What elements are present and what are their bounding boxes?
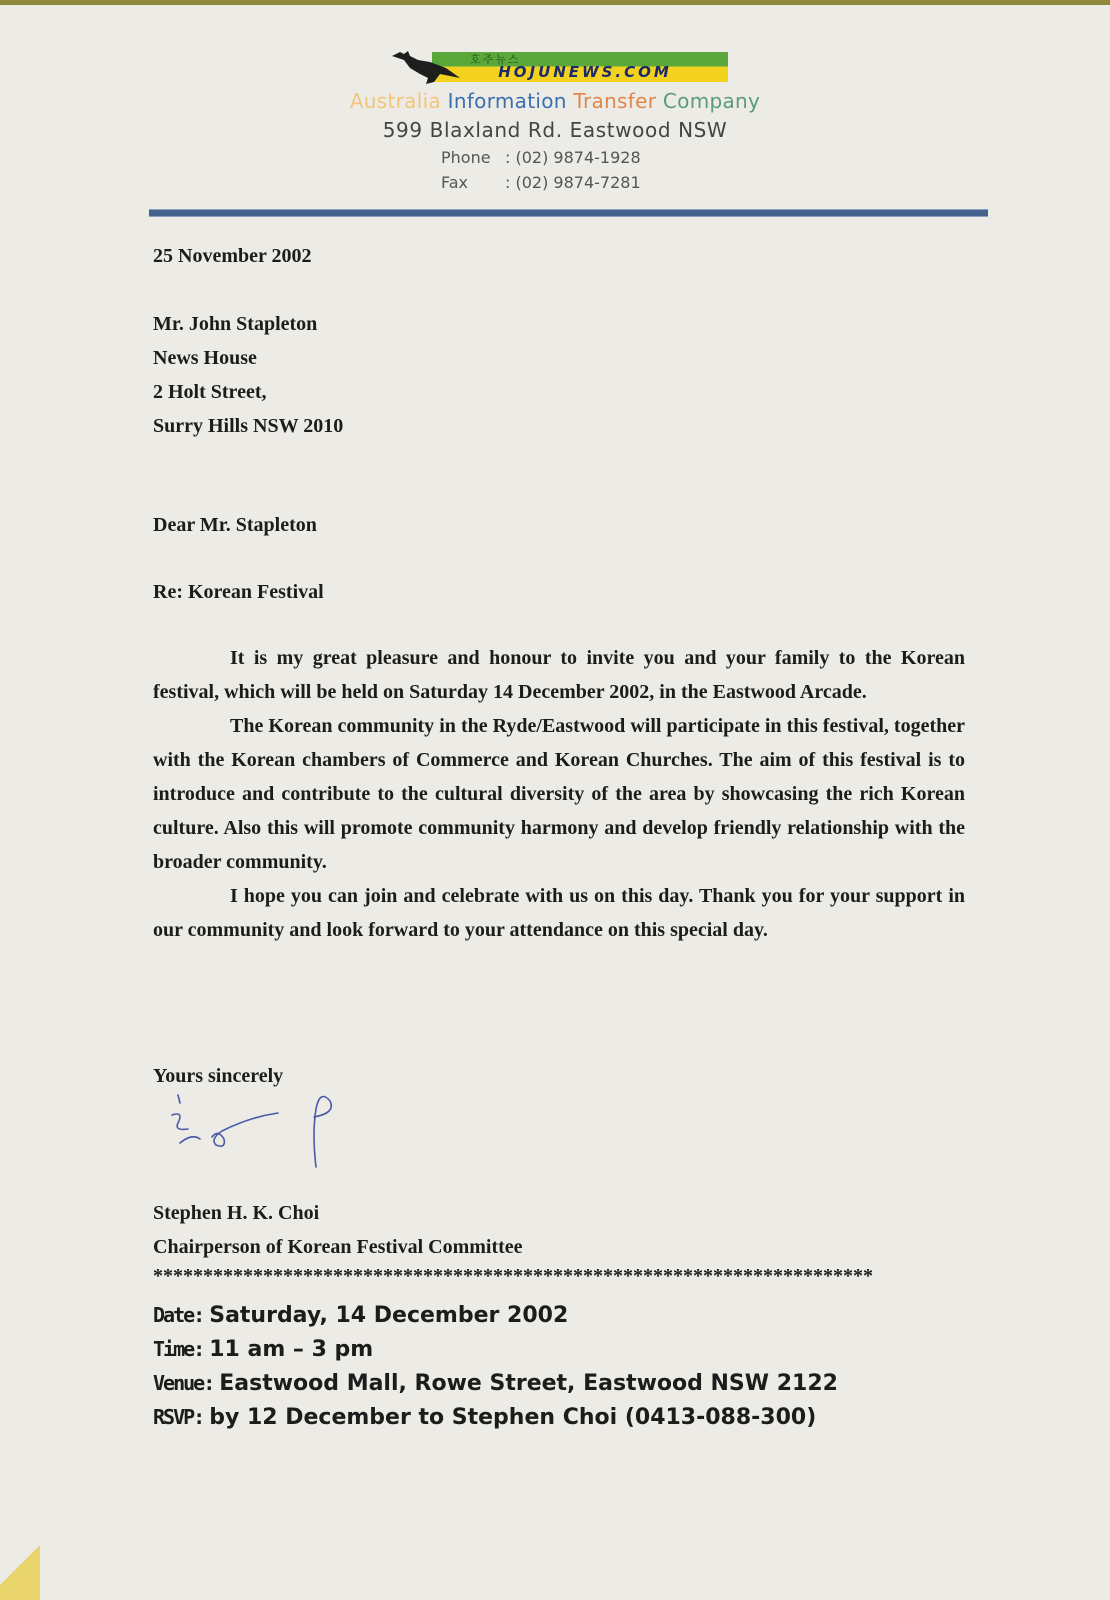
letter-date: 25 November 2002 (153, 245, 312, 267)
signer-title: Chairperson of Korean Festival Committee (153, 1236, 523, 1258)
event-time-value: 11 am – 3 pm (209, 1337, 374, 1362)
body-paragraph: It is my great pleasure and honour to invite you and your family to the Korean festival, which will be held on Saturday 14 December 2002, in the Eastwood Arcade. (153, 647, 965, 703)
company-word-2: Information (447, 89, 567, 113)
fax-label: Fax (441, 173, 469, 192)
subject-line: Re: Korean Festival (153, 581, 324, 603)
phone-label: Phone (441, 148, 491, 167)
event-venue-value: Eastwood Mall, Rowe Street, Eastwood NSW 2122 (219, 1371, 838, 1396)
event-venue-row (153, 1366, 838, 1400)
company-address: 599 Blaxland Rd. Eastwood NSW (382, 118, 728, 142)
event-rsvp-value: by 12 December to Stephen Choi (0413-088-300) (209, 1405, 817, 1430)
company-word-4: Company (662, 89, 761, 113)
page-corner-fold (0, 1530, 40, 1600)
recipient-line: Surry Hills NSW 2010 (153, 415, 344, 437)
separator-stars: ************************************************************************ (153, 1266, 873, 1286)
recipient-line: Mr. John Stapleton (153, 313, 318, 335)
company-word-1: Australia (349, 89, 441, 113)
event-venue-label: Venue: (153, 1371, 214, 1395)
body-paragraph: I hope you can join and celebrate with us on this day. Thank you for your support in our community and look forward to your attendance on this special day. (153, 885, 965, 941)
handwritten-signature (160, 1093, 360, 1193)
logo-site-name: HOJUNEWS.COM (498, 63, 672, 81)
closing: Yours sincerely (153, 1065, 284, 1087)
page-top-edge (0, 0, 1110, 5)
salutation: Dear Mr. Stapleton (153, 514, 317, 536)
company-name (0, 89, 1110, 113)
phone-number: : (02) 9874-1928 (505, 148, 641, 167)
kangaroo-icon (390, 48, 470, 88)
body-paragraph: The Korean community in the Ryde/Eastwood will participate in this festival, together with the Korean chambers of Commerce and Korean Churches. The aim of this festival is to introduce and contribute to the cultural diversity of the area by showcasing the rich Korean culture. Also this will promote community harmony and develop friendly relationship with the broader community. (153, 715, 965, 873)
company-word-3: Transfer (573, 89, 657, 113)
event-time-row (153, 1332, 838, 1366)
company-phone (441, 148, 641, 167)
recipient-line: News House (153, 347, 257, 369)
event-date-row (153, 1298, 838, 1332)
logo-hangul-text: 호주뉴스 (470, 53, 521, 66)
event-date-value: Saturday, 14 December 2002 (209, 1303, 569, 1328)
event-rsvp-row (153, 1400, 838, 1434)
letter-body (153, 641, 965, 947)
signer-name: Stephen H. K. Choi (153, 1202, 320, 1224)
letterhead-divider (149, 209, 988, 217)
recipient-address (153, 307, 343, 443)
recipient-line: 2 Holt Street, (153, 381, 267, 403)
company-logo (390, 48, 730, 88)
event-rsvp-label: RSVP: (153, 1405, 204, 1429)
event-time-label: Time: (153, 1337, 204, 1361)
company-fax (441, 173, 641, 192)
signer-block (153, 1196, 523, 1264)
event-details (153, 1298, 838, 1434)
fax-number: : (02) 9874-7281 (505, 173, 641, 192)
event-date-label: Date: (153, 1303, 204, 1327)
